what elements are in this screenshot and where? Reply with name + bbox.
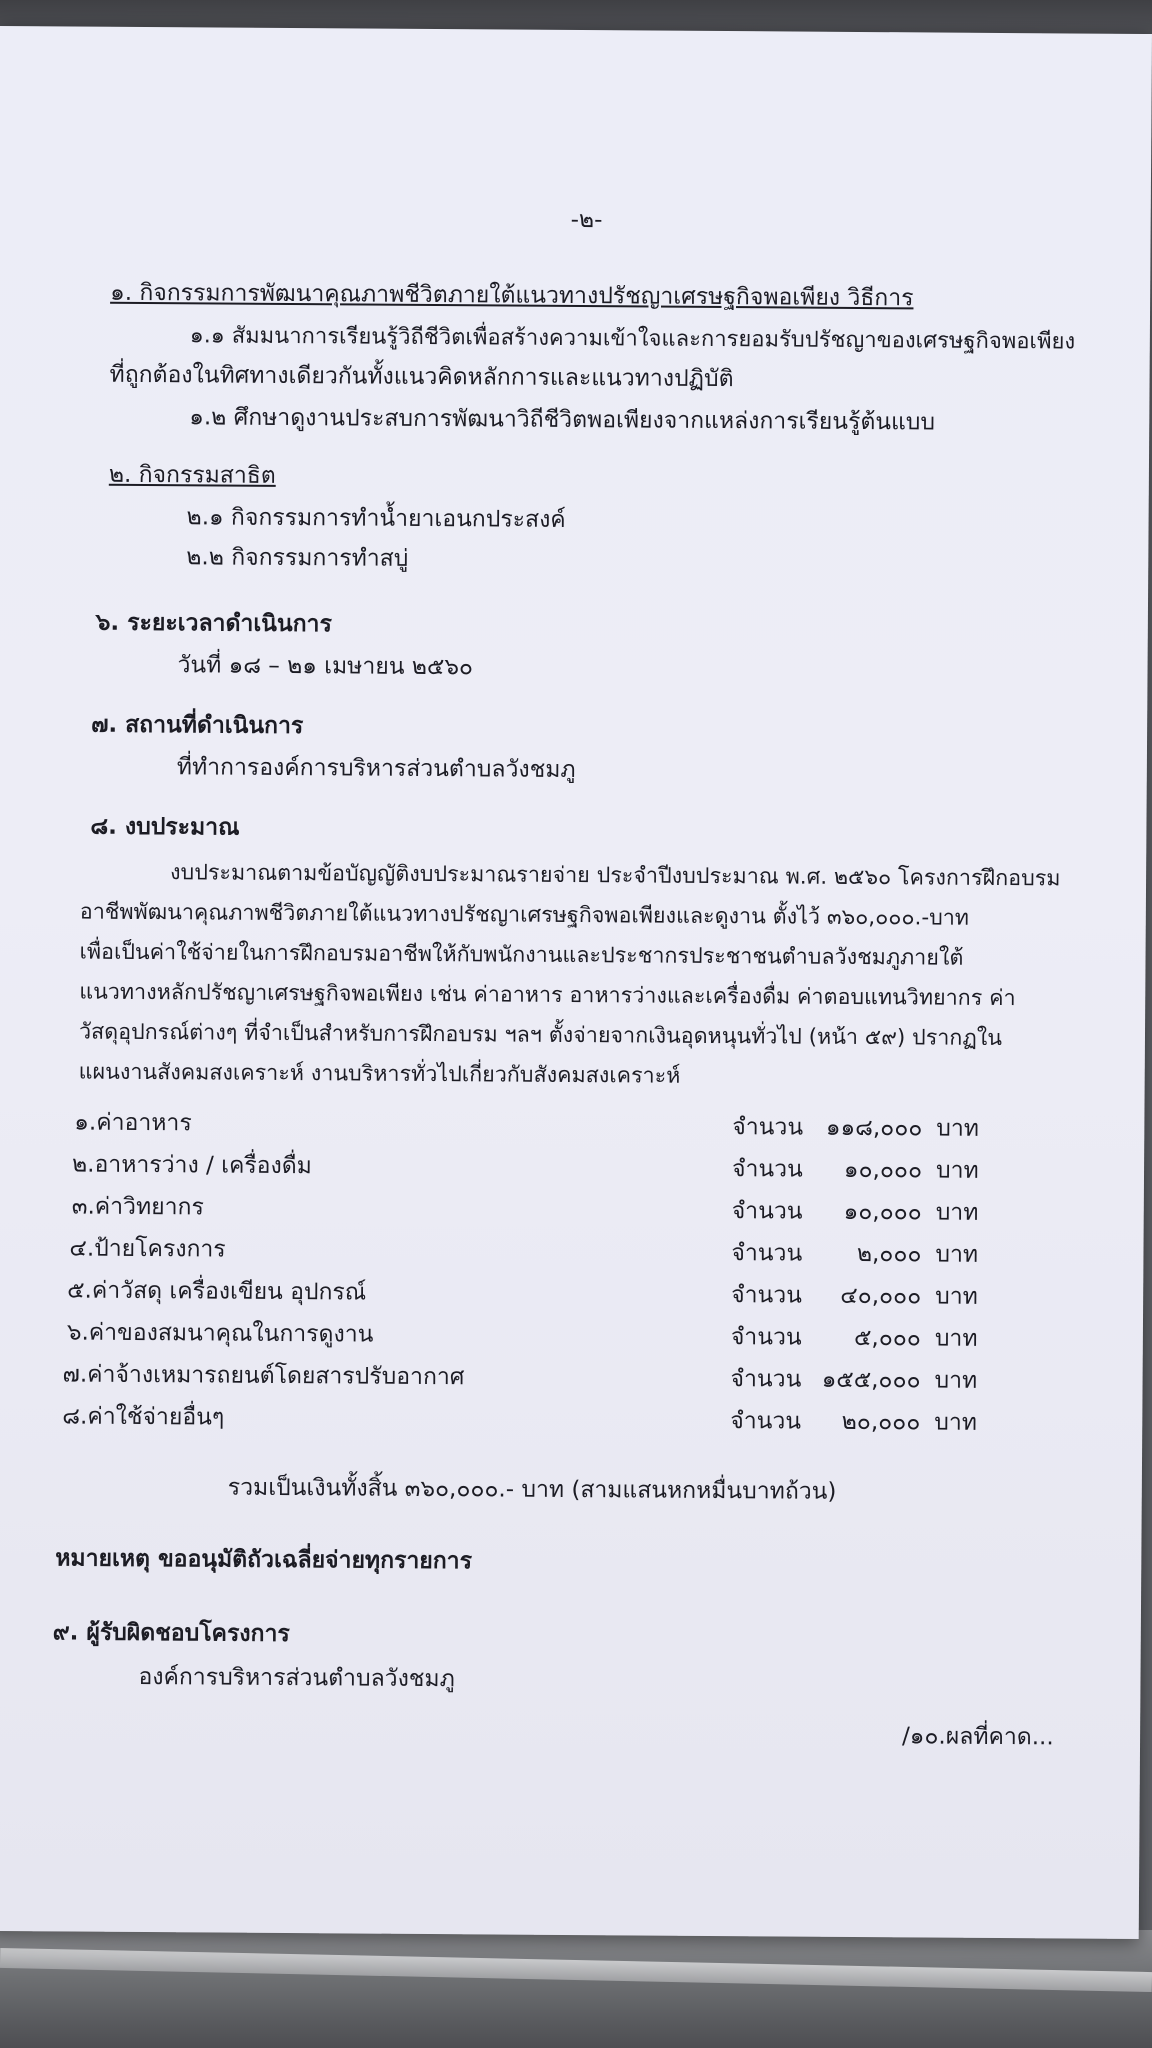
budget-item-qty-word: จำนวน — [730, 1366, 802, 1393]
activity-1-1-line2: ที่ถูกต้องในทิศทางเดียวกันทั้งแนวคิดหลักการและแนวทางปฏิบัติ — [109, 361, 734, 393]
budget-paragraph-line: วัสดุอุปกรณ์ต่างๆ ที่จำเป็นสำหรับการฝึกอบรม ฯลฯ ตั้งจ่ายจากเงินอุดหนุนทั่วไป (หน้า ๕๙) ปรากฏใน — [78, 1019, 1003, 1051]
budget-item-amount: ๔๐,๐๐๐ — [840, 1282, 922, 1310]
budget-paragraph-line: เพื่อเป็นค่าใช้จ่ายในการฝึกอบรมอาชีพให้กับพนักงานและประชากรประชาชนตำบลวังชมภูภายใต้ — [79, 939, 964, 971]
activity-1-1-line1: ๑.๑ สัมมนาการเรียนรู้วิถีชีวิตเพื่อสร้างความเข้าใจและการยอมรับปรัชญาของเศรษฐกิจพอเพียง — [189, 323, 1076, 355]
section-9-heading: ๙. ผู้รับผิดชอบโครงการ — [52, 1619, 290, 1648]
budget-item-label: ๖.ค่าของสมนาคุณในการดูงาน — [66, 1319, 374, 1348]
activity-2-1: ๒.๑ กิจกรรมการทำน้ำยาเอนกประสงค์ — [186, 504, 566, 533]
budget-item-amount: ๒,๐๐๐ — [856, 1240, 922, 1268]
budget-item-amount: ๒๐,๐๐๐ — [841, 1408, 921, 1436]
budget-item-label: ๘.ค่าใช้จ่ายอื่นๆ — [62, 1403, 225, 1431]
budget-paragraph-line: งบประมาณตามข้อบัญญัติงบประมาณรายจ่าย ประจำปีงบประมาณ พ.ศ. ๒๕๖๐ โครงการฝึกอบรม — [170, 860, 1061, 892]
section-7-heading: ๗. สถานที่ดำเนินการ — [91, 711, 304, 740]
budget-item-qty-word: จำนวน — [730, 1324, 802, 1351]
budget-item-unit: บาท — [934, 1409, 978, 1436]
budget-item-unit: บาท — [935, 1283, 978, 1310]
section-7-text: ที่ทำการองค์การบริหารส่วนตำบลวังชมภู — [176, 754, 576, 784]
budget-total: รวมเป็นเงินทั้งสิ้น ๓๖๐,๐๐๐.- บาท (สามแสนหกหมื่นบาทถ้วน) — [227, 1474, 837, 1505]
section-6-heading: ๖. ระยะเวลาดำเนินการ — [95, 609, 332, 638]
document-page — [0, 26, 1152, 1939]
budget-item-label: ๕.ค่าวัสดุ เครื่องเขียน อุปกรณ์ — [67, 1277, 367, 1306]
budget-item-qty-word: จำนวน — [730, 1408, 802, 1435]
document-content — [0, 26, 1152, 1939]
budget-item-unit: บาท — [936, 1115, 980, 1142]
budget-item-qty-word: จำนวน — [731, 1282, 803, 1309]
budget-item-amount: ๑๐,๐๐๐ — [843, 1198, 922, 1226]
budget-paragraph-line: แนวทางหลักปรัชญาเศรษฐกิจพอเพียง เช่น ค่าอาหาร อาหารว่างและเครื่องดื่ม ค่าตอบแทนวิทยากร ค่า — [79, 979, 1016, 1012]
budget-paragraph-line: แผนงานสังคมสงเคราะห์ งานบริหารทั่วไปเกี่ยวกับสังคมสงเคราะห์ — [78, 1059, 681, 1089]
budget-item-unit: บาท — [935, 1241, 979, 1268]
activity-2-2: ๒.๒ กิจกรรมการทำสบู่ — [186, 544, 409, 572]
budget-item-label: ๔.ป้ายโครงการ — [69, 1235, 226, 1263]
budget-item-amount: ๑๑๘,๐๐๐ — [825, 1114, 923, 1142]
budget-item-label: ๗.ค่าจ้างเหมารถยนต์โดยสารปรับอากาศ — [62, 1361, 465, 1391]
budget-item-amount: ๑๕๕,๐๐๐ — [821, 1366, 921, 1394]
remark-note: หมายเหตุ ขออนุมัติถัวเฉลี่ยจ่ายทุกรายการ — [55, 1545, 473, 1575]
activity-1-2: ๑.๒ ศึกษาดูงานประสบการพัฒนาวิถีชีวิตพอเพียงจากแหล่งการเรียนรู้ต้นแบบ — [189, 404, 936, 436]
section-9-text: องค์การบริหารส่วนตำบลวังชมภู — [138, 1663, 455, 1693]
budget-item-label: ๒.อาหารว่าง / เครื่องดื่ม — [71, 1151, 312, 1180]
activity-1-heading: ๑. กิจกรรมการพัฒนาคุณภาพชีวิตภายใต้แนวทางปรัชญาเศรษฐกิจพอเพียง วิธีการ — [110, 279, 914, 312]
budget-item-unit: บาท — [934, 1325, 978, 1352]
budget-item-amount: ๕,๐๐๐ — [853, 1324, 921, 1352]
budget-item-unit: บาท — [934, 1367, 978, 1394]
budget-item-unit: บาท — [935, 1199, 979, 1226]
budget-item-label: ๓.ค่าวิทยากร — [71, 1193, 204, 1221]
budget-item-unit: บาท — [935, 1157, 979, 1184]
budget-item-qty-word: จำนวน — [731, 1240, 803, 1267]
section-8-heading: ๘. งบประมาณ — [90, 813, 240, 841]
section-6-text: วันที่ ๑๘ – ๒๑ เมษายน ๒๕๖๐ — [177, 652, 474, 681]
desk-surface — [0, 1930, 1152, 2048]
continuation-note: /๑๐.ผลที่คาด... — [902, 1723, 1054, 1751]
activity-2-heading: ๒. กิจกรรมสาธิต — [108, 461, 276, 489]
budget-item-qty-word: จำนวน — [732, 1114, 804, 1141]
budget-item-amount: ๑๐,๐๐๐ — [843, 1156, 923, 1184]
page-number: -๒- — [570, 206, 603, 234]
budget-item-qty-word: จำนวน — [731, 1156, 803, 1183]
budget-item-label: ๑.ค่าอาหาร — [74, 1109, 192, 1137]
budget-paragraph-line: อาชีพพัฒนาคุณภาพชีวิตภายใต้แนวทางปรัชญาเศรษฐกิจพอเพียงและดูงาน ตั้งไว้ ๓๖๐,๐๐๐.-บาท — [79, 899, 970, 931]
budget-item-qty-word: จำนวน — [731, 1198, 803, 1225]
